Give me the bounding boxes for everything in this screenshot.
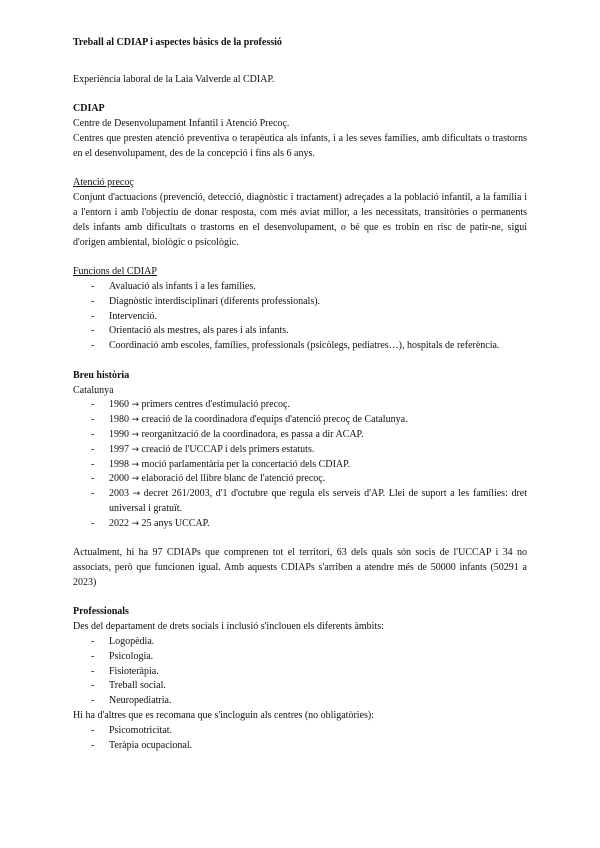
historia-paragraph: Actualment, hi ha 97 CDIAPs que comprenen tot el territori, 63 dels quals són socis de l'UCCAP i 34 no associats, però que funcionen igual. Amb aquests CDIAPs s'arriben a atendre més de 50000 infants (50291 a 2023) bbox=[73, 547, 527, 588]
timeline-item: - 1997 → creació de l'UCCAP i dels primers estatuts. bbox=[91, 443, 315, 455]
arrow-icon: → bbox=[132, 489, 141, 500]
timeline-item: - 1998 → moció parlamentària per la concertació dels CDIAP. bbox=[91, 458, 351, 470]
historia-heading: Breu història bbox=[73, 369, 130, 381]
timeline-item: - 2003 → decret 261/2003, d'1 d'octubre que regula els serveis d'AP. Llei de suport a les famílies: dret universal i gratuït. bbox=[91, 488, 528, 514]
professionals-list bbox=[73, 635, 527, 709]
timeline-item: - 2000 → elaboració del llibre blanc de l'atenció precoç. bbox=[91, 473, 326, 485]
professionals-heading: Professionals bbox=[73, 606, 129, 618]
arrow-icon: → bbox=[131, 518, 140, 529]
professionals-intro: Des del departament de drets socials i inclusió s'inclouen els diferents àmbits: bbox=[73, 621, 384, 633]
list-item: - Fisioteràpia. bbox=[91, 665, 159, 677]
list-item: - Diagnòstic interdisciplinari (diferents professionals). bbox=[91, 295, 321, 307]
list-item: - Intervenció. bbox=[91, 310, 158, 322]
arrow-icon: → bbox=[131, 400, 140, 411]
list-item: - Teràpia ocupacional. bbox=[91, 739, 193, 751]
list-item: - Psicologia. bbox=[91, 650, 154, 662]
timeline-item: - 1960 → primers centres d'estimulació precoç. bbox=[91, 399, 290, 411]
timeline-item: - 1980 → creació de la coordinadora d'equips d'atenció precoç de Catalunya. bbox=[91, 414, 408, 426]
cdiap-definition: Centre de Desenvolupament Infantil i Atenció Precoç. bbox=[73, 118, 290, 130]
cdiap-heading: CDIAP bbox=[73, 103, 105, 115]
arrow-icon: → bbox=[131, 444, 140, 455]
arrow-icon: → bbox=[131, 459, 140, 470]
document-title: Treball al CDIAP i aspectes bàsics de la professió bbox=[73, 37, 282, 48]
atencio-text: Conjunt d'actuacions (prevenció, detecció, diagnòstic i tractament) adreçades a la població infantil, a la família i a l'entorn i amb l'objectiu de donar resposta, com més aviat millor, a les necessitats, transitòries o permanents dels infants amb dificultats o trastorns en el desenvolupament, o bé que es trobin en risc de patir-ne, sigui d'origen ambiental, biològic o psicològic. bbox=[73, 192, 527, 248]
list-item: - Neuropediatria. bbox=[91, 695, 172, 707]
arrow-icon: → bbox=[131, 474, 140, 485]
historia-list bbox=[73, 398, 527, 531]
timeline-item: - 1990 → reorganització de la coordinadora, es passa a dir ACAP. bbox=[91, 428, 364, 440]
list-item: - Avaluació als infants i a les famílies. bbox=[91, 280, 256, 292]
timeline-item: - 2022 → 25 anys UCCAP. bbox=[91, 517, 210, 529]
professionals-intro-2: Hi ha d'altres que es recomana que s'incloguin als centres (no obligatòries): bbox=[73, 710, 375, 722]
list-item: - Coordinació amb escoles, famílies, professionals (psicòlegs, pediatres…), hospitals de referència. bbox=[91, 340, 500, 352]
list-item: - Treball social. bbox=[91, 680, 166, 692]
atencio-heading: Atenció precoç bbox=[73, 177, 134, 189]
arrow-icon: → bbox=[131, 415, 140, 426]
historia-subheading: Catalunya bbox=[73, 384, 114, 396]
cdiap-description: Centres que presten atenció preventiva o terapèutica als infants, i a les seves famílies, amb dificultats o trastorns en el desenvolupament, des de la concepció i fins als 6 anys. bbox=[73, 132, 527, 159]
funcions-heading: Funcions del CDIAP bbox=[73, 266, 157, 278]
arrow-icon: → bbox=[131, 429, 140, 440]
list-item: - Psicomotricitat. bbox=[91, 724, 173, 736]
intro-line: Experiència laboral de la Laia Valverde al CDIAP. bbox=[73, 73, 275, 85]
funcions-list bbox=[73, 280, 527, 354]
list-item: - Orientació als mestres, als pares i als infants. bbox=[91, 325, 289, 337]
professionals-list-2 bbox=[73, 724, 527, 754]
list-item: - Logopèdia. bbox=[91, 636, 155, 648]
